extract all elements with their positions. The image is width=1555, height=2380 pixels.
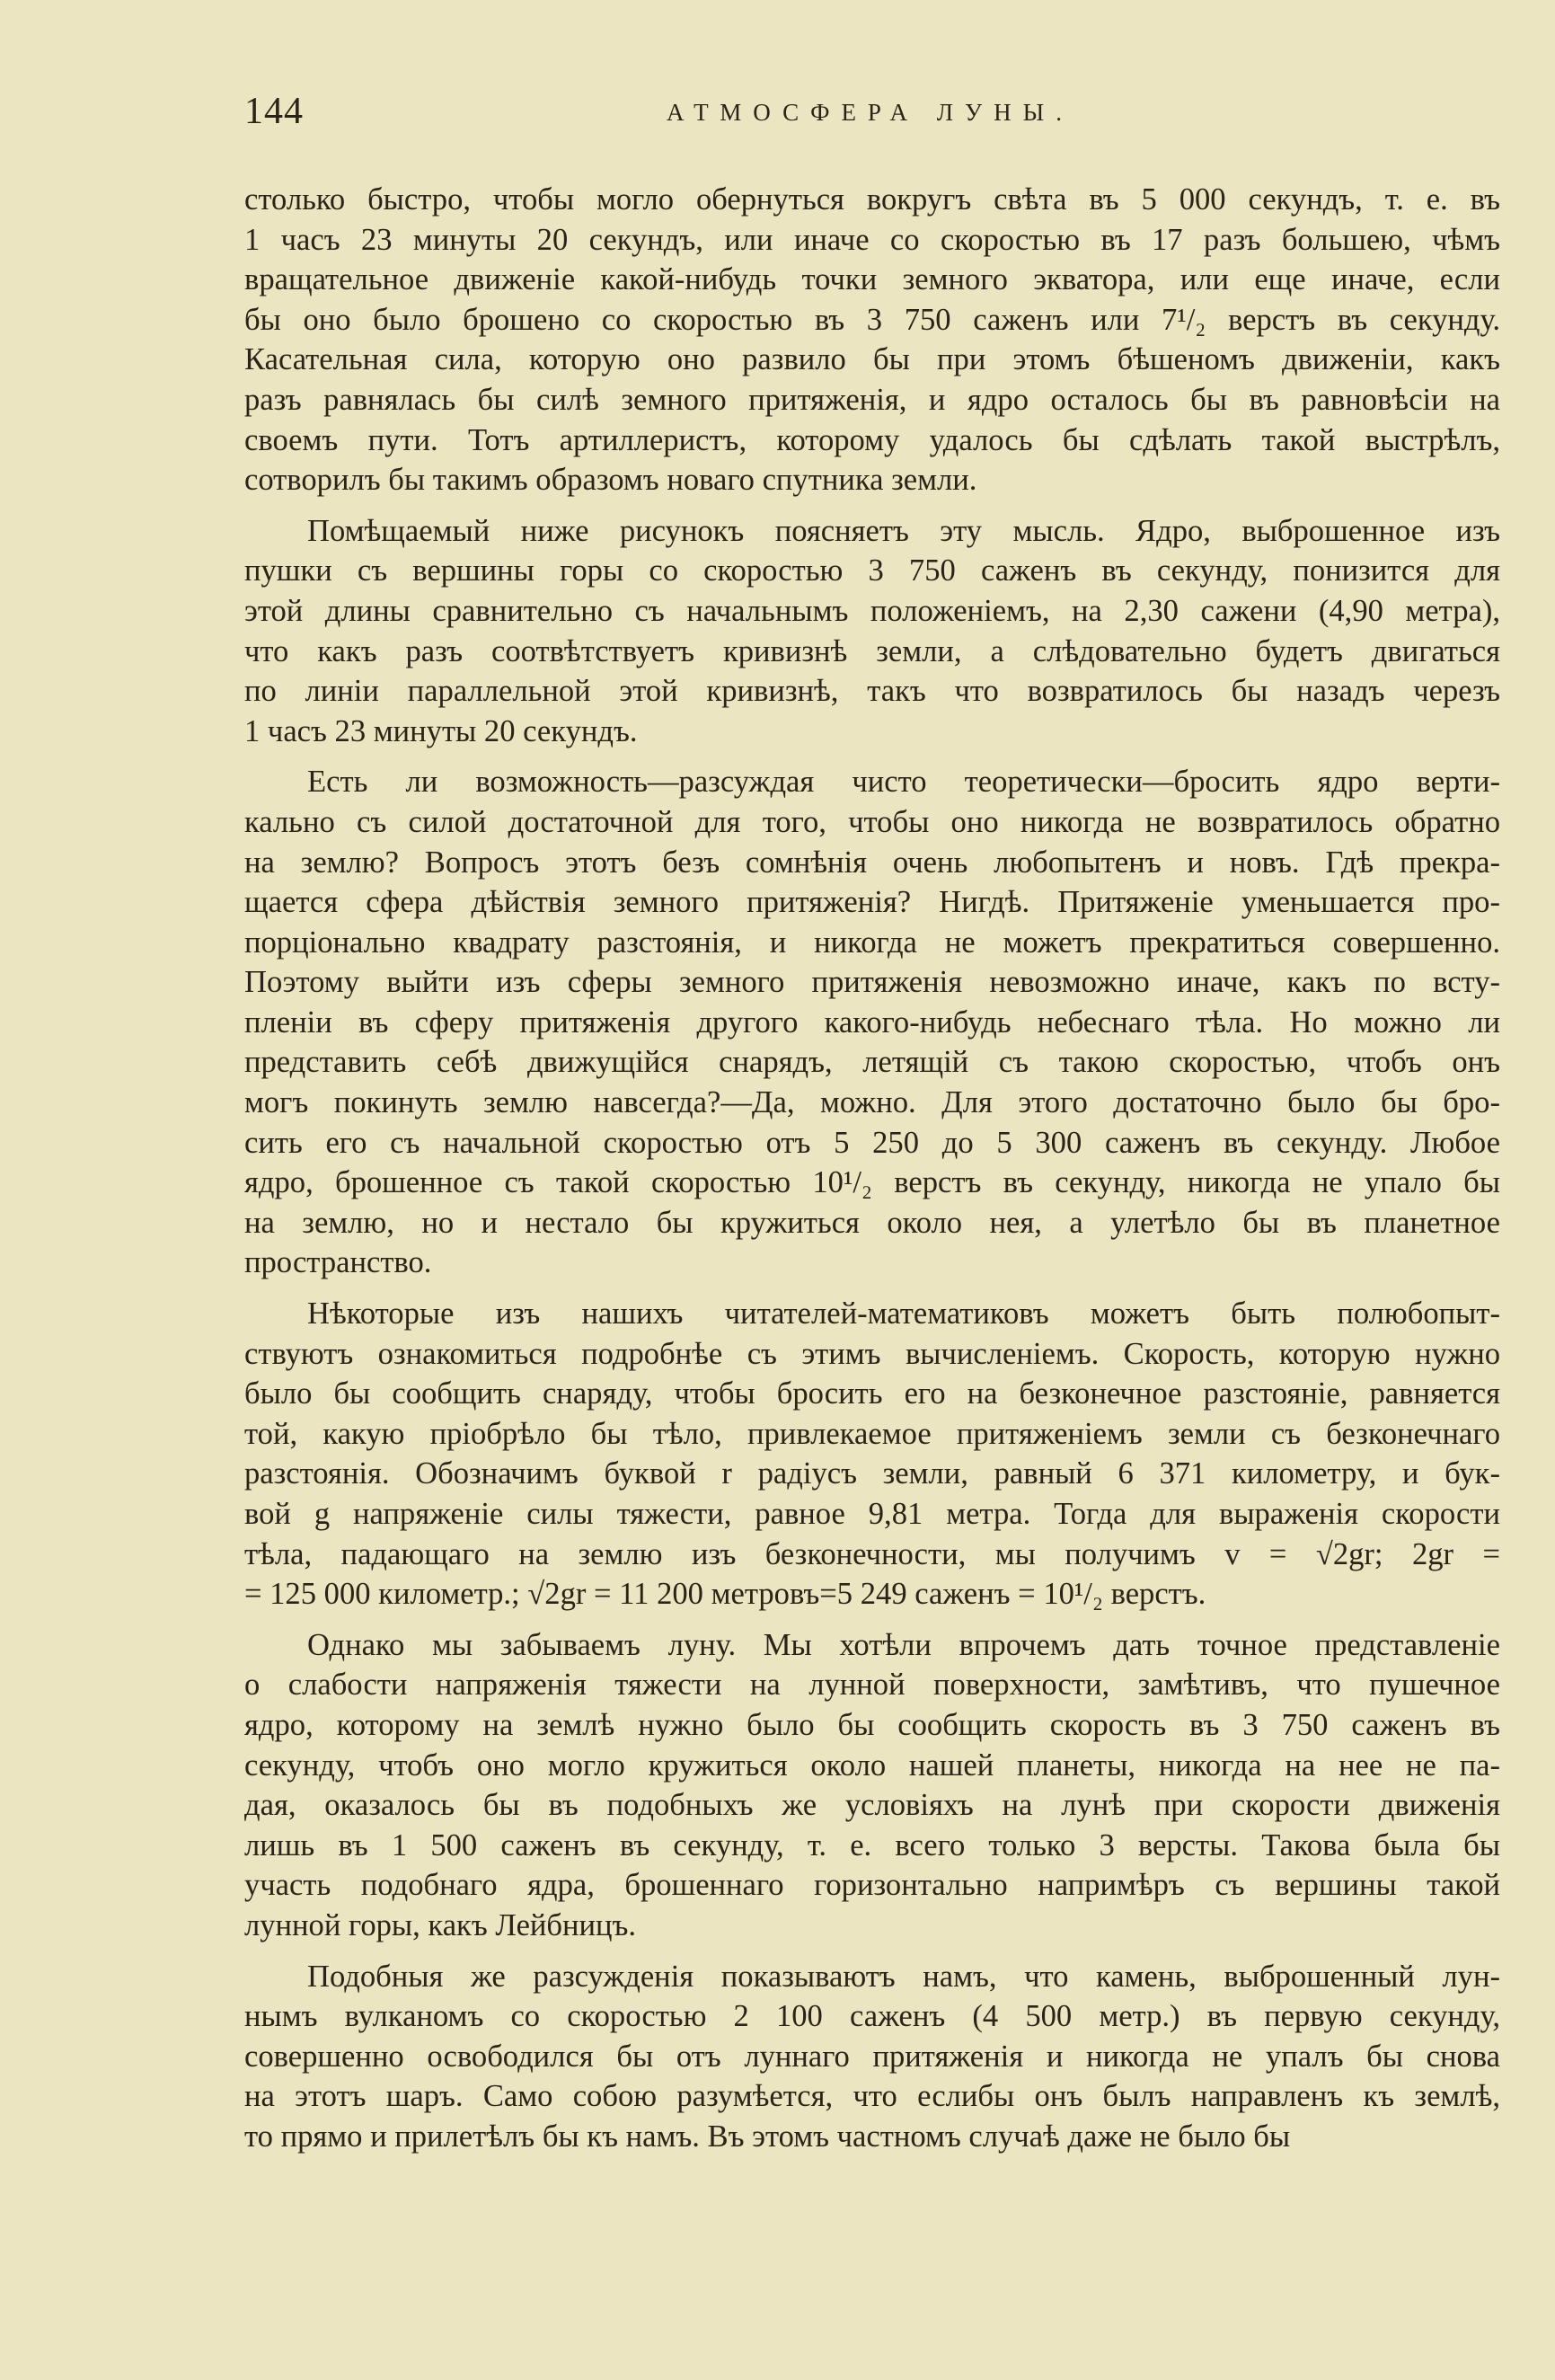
text-line: тѣла, падающаго на землю изъ безконечности, мы получимъ v = √2gr; 2gr = (244, 1536, 1500, 1571)
text-line: той, какую пріобрѣло бы тѣло, привлекаемое притяженіемъ земли съ безконечнаго (244, 1416, 1500, 1451)
text-line: ядро, которому на землѣ нужно было бы сообщить скорость въ 3 750 саженъ въ (244, 1707, 1500, 1742)
text-line: сотворилъ бы такимъ образомъ новаго спутника земли. (244, 463, 977, 498)
text-line: совершенно освободился бы отъ луннаго притяженія и никогда не упалъ бы снова (244, 2039, 1500, 2074)
text-line: щается сфера дѣйствія земного притяженія? Нигдѣ. Притяженіе уменьшается про- (244, 885, 1500, 920)
text-line: вой g напряженіе силы тяжести, равное 9,81 метра. Тогда для выраженія скорости (244, 1497, 1500, 1531)
paragraph (244, 1957, 1500, 2157)
text-line: дая, оказалось бы въ подобныхъ же условіяхъ на лунѣ при скорости движенія (244, 1788, 1500, 1823)
text-line: бы оно было брошено со скоростью въ 3 750 саженъ или 7¹/₂ верстъ въ секунду. (244, 302, 1500, 337)
text-line: столько быстро, чтобы могло обернуться вокругъ свѣта въ 5 000 секундъ, т. е. въ (244, 182, 1500, 217)
page-number: 144 (244, 91, 304, 132)
paragraph (244, 1294, 1500, 1615)
text-line: секунду, чтобъ оно могло кружиться около нашей планеты, никогда на нее не па- (244, 1747, 1500, 1783)
text-line: своемъ пути. Тотъ артиллеристъ, которому удалось бы сдѣлать такой выстрѣлъ, (244, 422, 1500, 457)
text-line: = 125 000 километр.; √2gr = 11 200 метровъ=5 249 саженъ = 10¹/₂ верстъ. (244, 1577, 1206, 1612)
paragraph (244, 511, 1500, 752)
paragraph (244, 1625, 1500, 1946)
text-line: что какъ разъ соотвѣтствуетъ кривизнѣ земли, а слѣдовательно будетъ двигаться (244, 633, 1500, 668)
text-line: Подобныя же разсужденія показываютъ намъ, что камень, выброшенный лун- (307, 1959, 1500, 1994)
text-line: Есть ли возможность—разсуждая чисто теоретически—бросить ядро верти- (307, 765, 1500, 800)
paragraph (244, 762, 1500, 1283)
text-line: Нѣкоторые изъ нашихъ читателей-математиковъ можетъ быть полюбопыт- (307, 1296, 1500, 1332)
text-line: сить его съ начальной скоростью отъ 5 250 до 5 300 саженъ въ секунду. Любое (244, 1125, 1500, 1160)
text-line: разъ равнялась бы силѣ земного притяженія, и ядро осталось бы въ равновѣсіи на (244, 382, 1500, 417)
text-line: Поэтому выйти изъ сферы земного притяженія невозможно иначе, какъ по всту- (244, 965, 1500, 1000)
text-line: разстоянія. Обозначимъ буквой r радіусъ земли, равный 6 371 километру, и бук- (244, 1456, 1500, 1491)
text-line: могъ покинуть землю навсегда?—Да, можно. Для этого достаточно было бы бро- (244, 1085, 1500, 1120)
text-line: Однако мы забываемъ луну. Мы хотѣли впрочемъ дать точное представленіе (307, 1627, 1500, 1662)
text-line: лишь въ 1 500 саженъ въ секунду, т. е. всего только 3 версты. Такова была бы (244, 1827, 1500, 1862)
text-line: пушки съ вершины горы со скоростью 3 750 саженъ въ секунду, понизится для (244, 553, 1500, 588)
text-line: ствуютъ ознакомиться подробнѣе съ этимъ вычисленіемъ. Скорость, которую нужно (244, 1336, 1500, 1371)
running-title: АТМОСФЕРА ЛУНЫ. (667, 99, 1073, 126)
text-line: участь подобнаго ядра, брошеннаго горизонтально напримѣръ съ вершины такой (244, 1868, 1500, 1903)
text-line: пространство. (244, 1245, 432, 1280)
text-line: нымъ вулканомъ со скоростью 2 100 саженъ (4 500 метр.) въ первую секунду, (244, 1999, 1500, 2034)
text-line: 1 часъ 23 минуты 20 секундъ. (244, 713, 638, 748)
text-line: о слабости напряженія тяжести на лунной поверхности, замѣтивъ, что пушечное (244, 1668, 1500, 1703)
text-line: было бы сообщить снаряду, чтобы бросить его на безконечное разстояніе, равняется (244, 1376, 1500, 1411)
text-line: кально съ силой достаточной для того, чтобы оно никогда не возвратилось обратно (244, 804, 1500, 839)
text-line: на землю, но и нестало бы кружиться около нея, а улетѣло бы въ планетное (244, 1205, 1500, 1240)
text-line: представить себѣ движущійся снарядъ, летящій съ такою скоростью, чтобъ онъ (244, 1045, 1500, 1080)
text-line: Касательная сила, которую оно развило бы при этомъ бѣшеномъ движеніи, какъ (244, 342, 1500, 377)
text-line: пленіи въ сферу притяженія другого какого-нибудь небеснаго тѣла. Но можно ли (244, 1004, 1500, 1040)
text-line: по линіи параллельной этой кривизнѣ, такъ что возвратилось бы назадъ черезъ (244, 674, 1500, 709)
page-header (244, 90, 1502, 144)
text-line: то прямо и прилетѣлъ бы къ намъ. Въ этомъ частномъ случаѣ даже не было бы (244, 2119, 1291, 2154)
paragraph (244, 180, 1500, 500)
text-line: вращательное движеніе какой-нибудь точки земного экватора, или еще иначе, если (244, 262, 1500, 297)
text-line: порціонально квадрату разстоянія, и никогда не можетъ прекратиться совершенно. (244, 925, 1500, 960)
page-body (244, 180, 1500, 2157)
text-line: 1 часъ 23 минуты 20 секундъ, или иначе со скоростью въ 17 разъ большею, чѣмъ (244, 222, 1500, 257)
text-line: Помѣщаемый ниже рисунокъ поясняетъ эту мысль. Ядро, выброшенное изъ (307, 513, 1500, 548)
text-line: ядро, брошенное съ такой скоростью 10¹/₂ верстъ въ секунду, никогда не упало бы (244, 1165, 1500, 1200)
text-line: на этотъ шаръ. Само собою разумѣется, что еслибы онъ былъ направленъ къ землѣ, (244, 2079, 1500, 2114)
text-line: лунной горы, какъ Лейбницъ. (244, 1907, 637, 1942)
text-line: этой длины сравнительно съ начальнымъ положеніемъ, на 2,30 сажени (4,90 метра), (244, 593, 1500, 628)
text-line: на землю? Вопросъ этотъ безъ сомнѣнія очень любопытенъ и новъ. Гдѣ прекра- (244, 845, 1500, 880)
